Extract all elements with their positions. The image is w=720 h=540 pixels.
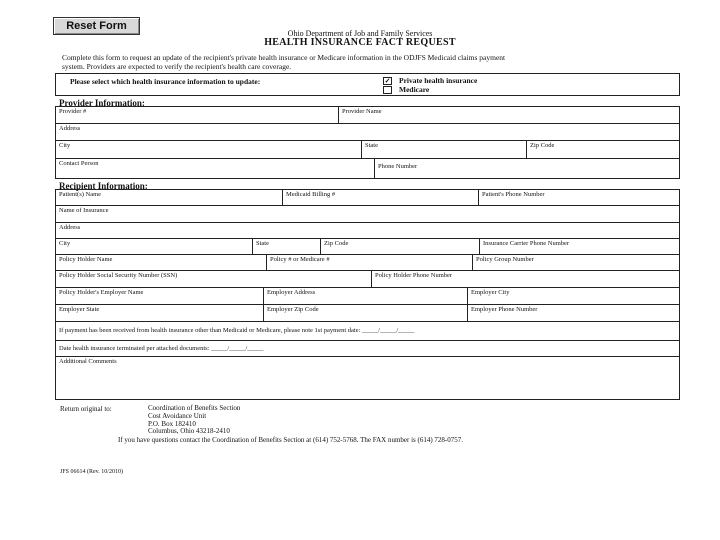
- recipient-row-10: [56, 341, 679, 357]
- additional-comments-field[interactable]: Additional Comments: [59, 358, 117, 365]
- recipient-row-6: [56, 271, 679, 288]
- recipient-section-title: Recipient Information:: [59, 181, 148, 191]
- insurance-zip-field[interactable]: Zip Code: [320, 239, 479, 254]
- insurance-city-field[interactable]: City: [59, 240, 71, 247]
- intro-line-2: system. Providers are expected to verify the recipient's health care coverage.: [62, 62, 292, 71]
- contact-note: If you have questions contact the Coordination of Benefits Section at (614) 752-5768. The FAX number is (614) 728-0757.: [118, 436, 464, 444]
- provider-address-field[interactable]: Address: [59, 125, 81, 132]
- agency-name: Ohio Department of Job and Family Services: [287, 29, 433, 38]
- terminated-date-field[interactable]: Date health insurance terminated per attached documents: _____/_____/_____: [59, 345, 264, 352]
- private-insurance-label: Private health insurance: [399, 76, 478, 85]
- return-label: Return original to:: [60, 405, 112, 413]
- address-line-3: P.O. Box 182410: [148, 419, 196, 428]
- employer-zip-field[interactable]: Employer Zip Code: [263, 305, 467, 321]
- recipient-table: [55, 189, 680, 400]
- contact-person-field[interactable]: Contact Person: [59, 160, 99, 167]
- recipient-row-3: [56, 223, 679, 239]
- insurance-address-field[interactable]: Address: [59, 224, 81, 231]
- medicare-label: Medicare: [399, 85, 430, 94]
- employer-phone-field[interactable]: Employer Phone Number: [467, 305, 679, 321]
- employer-name-field[interactable]: Policy Holder's Employer Name: [59, 289, 144, 296]
- holder-ssn-field[interactable]: Policy Holder Social Security Number (SSN): [59, 272, 178, 279]
- option-private-insurance[interactable]: [383, 76, 477, 85]
- carrier-phone-field[interactable]: Insurance Carrier Phone Number: [479, 239, 679, 254]
- form-number: JFS 06614 (Rev. 10/2010): [60, 469, 123, 475]
- provider-row-2: [56, 124, 679, 141]
- patient-phone-field[interactable]: Patient's Phone Number: [478, 190, 679, 205]
- patient-name-field[interactable]: Patient(s) Name: [59, 191, 102, 198]
- form-title: HEALTH INSURANCE FACT REQUEST: [264, 37, 456, 48]
- selection-prompt: Please select which health insurance information to update:: [70, 77, 261, 86]
- address-line-2: Cost Avoidance Unit: [148, 411, 207, 420]
- private-insurance-checkbox[interactable]: ✓: [384, 76, 391, 85]
- recipient-row-8: [56, 305, 679, 322]
- provider-number-field[interactable]: Provider #: [59, 108, 87, 115]
- insurance-state-field[interactable]: State: [252, 239, 320, 254]
- provider-row-1: [56, 107, 679, 124]
- return-address: [148, 405, 240, 436]
- provider-name-field[interactable]: Provider Name: [338, 107, 679, 123]
- address-line-1: Coordination of Benefits Section: [148, 404, 241, 412]
- address-line-4: Columbus, Ohio 43218-2410: [148, 427, 230, 436]
- intro-text: [62, 53, 682, 71]
- provider-phone-field[interactable]: Phone Number: [374, 159, 679, 178]
- provider-state-field[interactable]: State: [361, 141, 526, 158]
- update-type-selection: [55, 73, 680, 96]
- provider-row-3: [56, 141, 679, 159]
- recipient-row-5: [56, 255, 679, 271]
- employer-address-field[interactable]: Employer Address: [263, 288, 467, 304]
- employer-state-field[interactable]: Employer State: [59, 306, 100, 313]
- recipient-row-4: [56, 239, 679, 255]
- holder-phone-field[interactable]: Policy Holder Phone Number: [371, 271, 679, 287]
- provider-city-field[interactable]: City: [59, 142, 71, 149]
- medicaid-billing-field[interactable]: Medicaid Billing #: [282, 190, 478, 205]
- provider-table: [55, 106, 680, 179]
- insurance-name-field[interactable]: Name of Insurance: [59, 207, 109, 214]
- medicare-checkbox[interactable]: [383, 86, 392, 94]
- employer-city-field[interactable]: Employer City: [467, 288, 679, 304]
- recipient-row-7: [56, 288, 679, 305]
- recipient-row-11: [56, 357, 679, 399]
- provider-row-4: [56, 159, 679, 178]
- reset-form-button[interactable]: Reset Form: [53, 17, 140, 35]
- policy-holder-name-field[interactable]: Policy Holder Name: [59, 256, 113, 263]
- policy-group-field[interactable]: Policy Group Number: [472, 255, 679, 270]
- intro-line-1: Complete this form to request an update of the recipient's private health insurance or Medicare information in the ODJFS Medicaid claims payment: [62, 53, 506, 62]
- option-medicare[interactable]: [383, 85, 429, 94]
- provider-zip-field[interactable]: Zip Code: [526, 141, 679, 158]
- recipient-row-9: [56, 322, 679, 341]
- policy-number-field[interactable]: Policy # or Medicare #: [266, 255, 472, 270]
- provider-section-title: Provider Information:: [59, 98, 145, 108]
- recipient-row-1: [56, 190, 679, 206]
- first-payment-date-field[interactable]: If payment has been received from health insurance other than Medicaid or Medicare, please note 1st payment date: _____/_____/_____: [59, 327, 415, 334]
- recipient-row-2: [56, 206, 679, 223]
